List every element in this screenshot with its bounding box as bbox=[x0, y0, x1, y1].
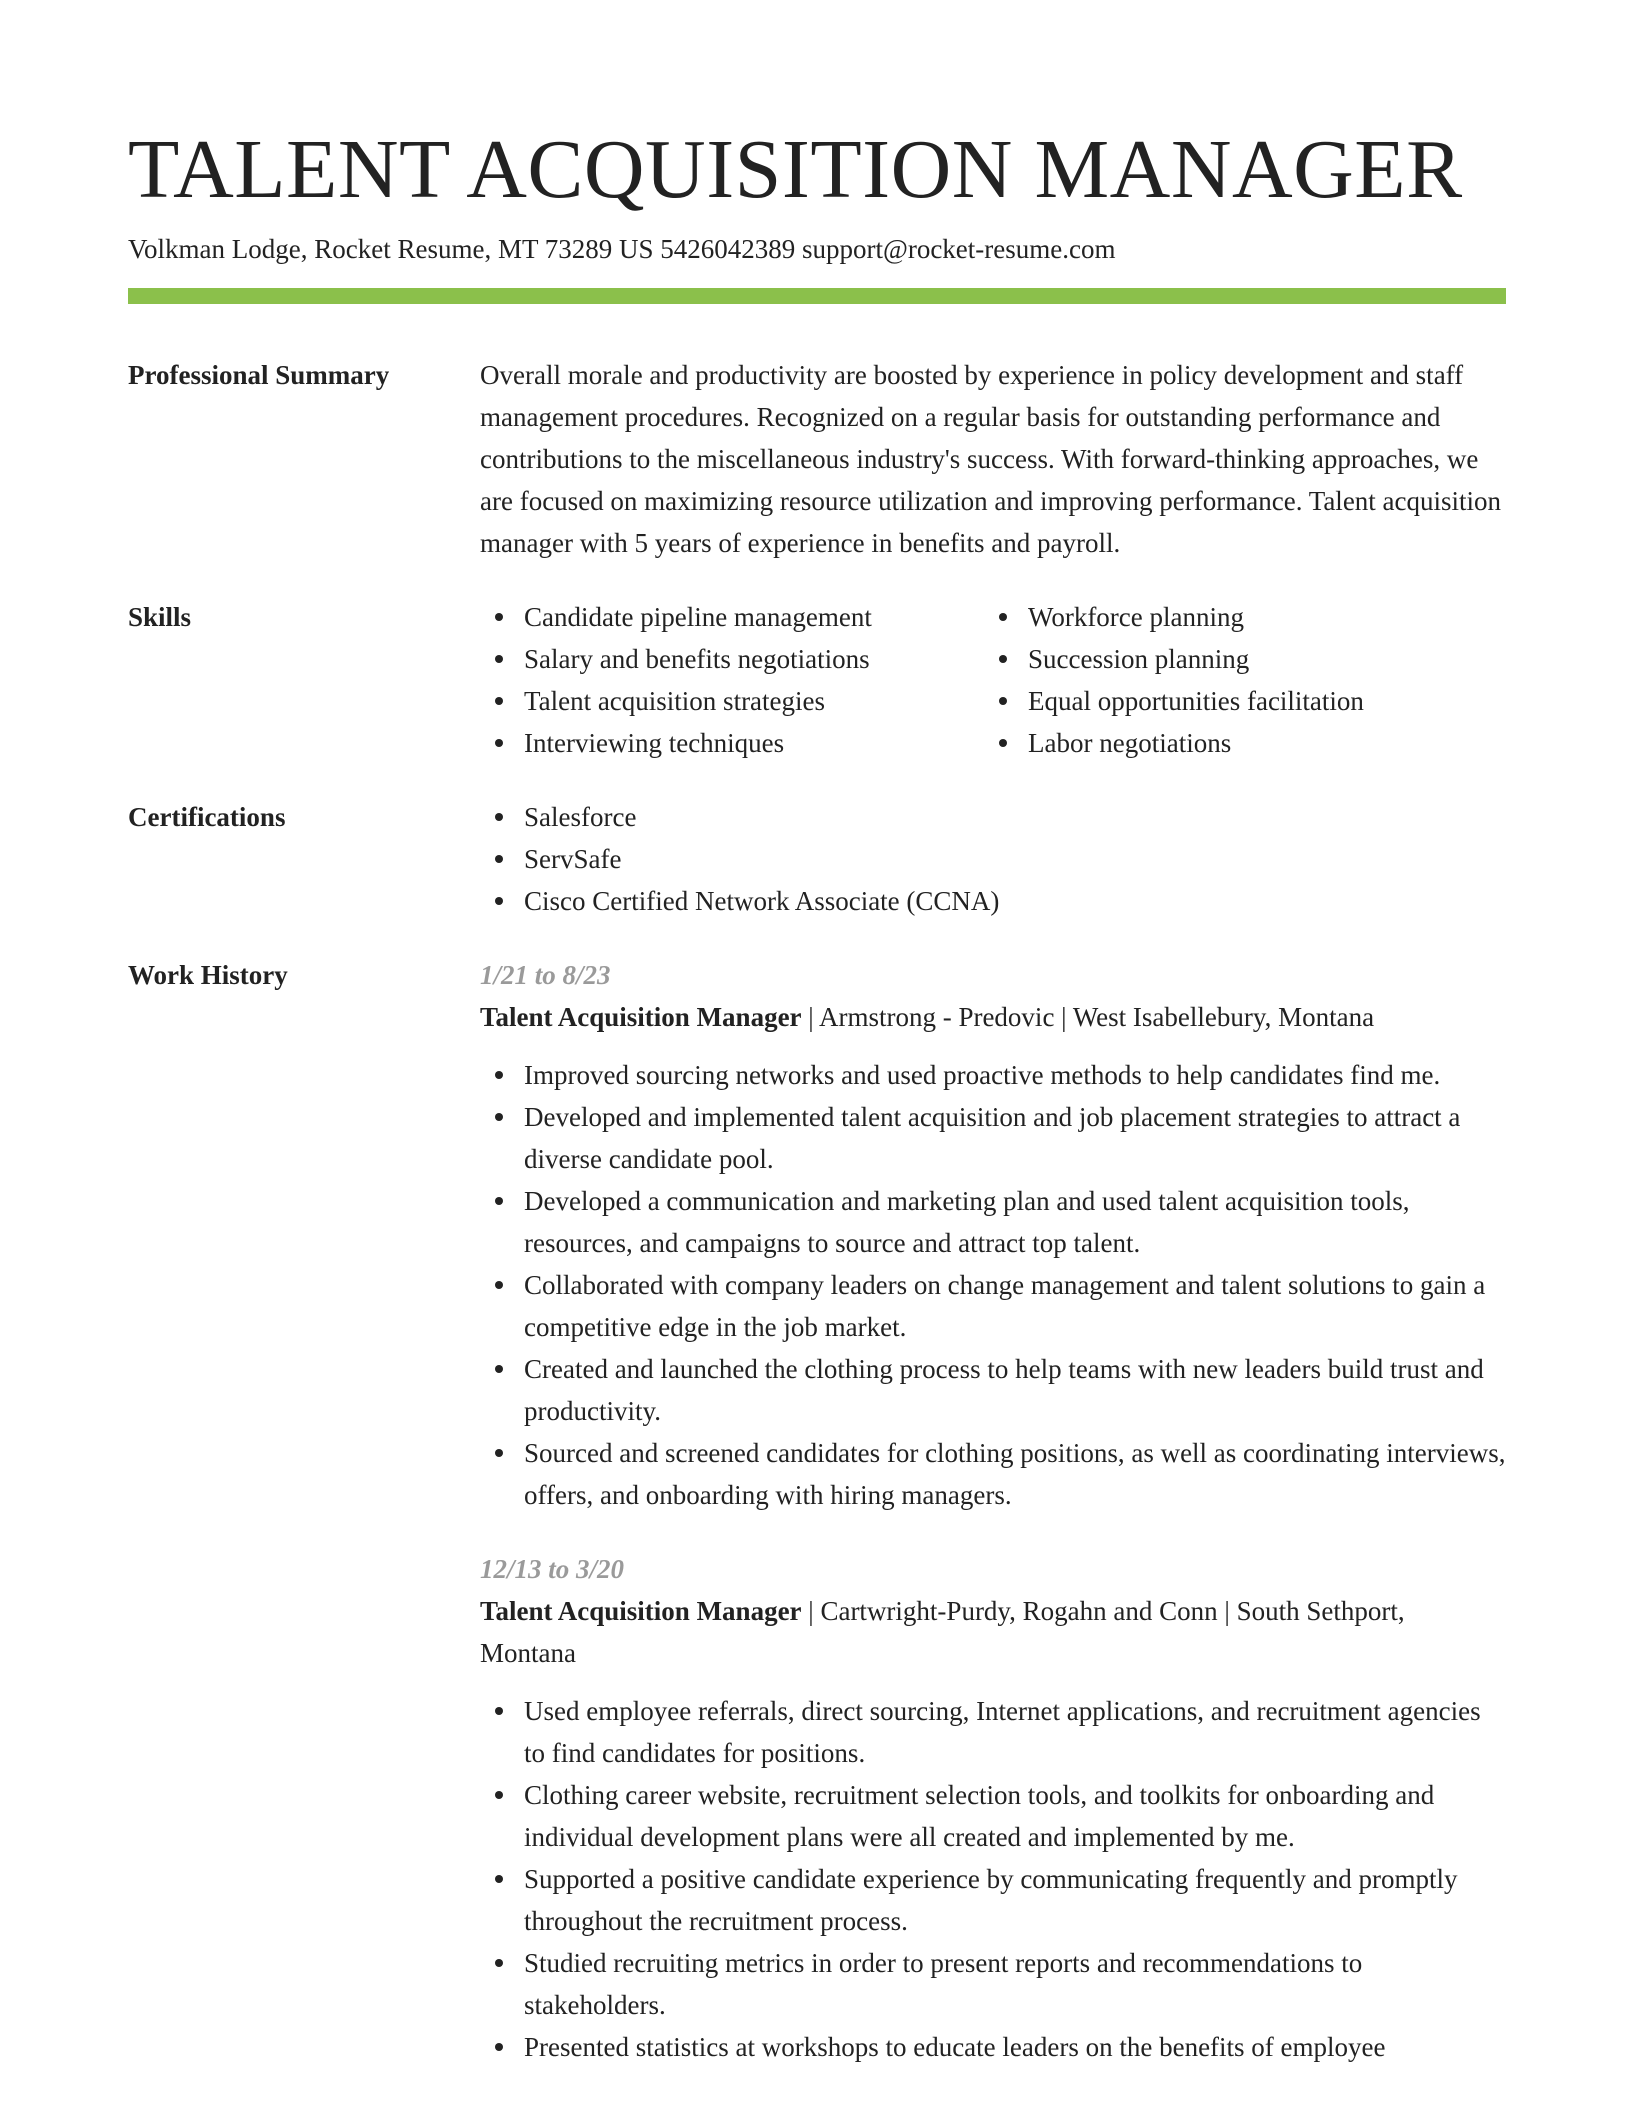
skills-list-right bbox=[984, 596, 1488, 764]
section-label-skills: Skills bbox=[128, 602, 192, 632]
section-professional-summary bbox=[128, 354, 1506, 564]
job-dates: 1/21 to 8/23 bbox=[480, 960, 611, 990]
work-history-body bbox=[480, 954, 1506, 2068]
job-company-location: | Cartwright-Purdy, Rogahn and Conn | South Sethport, Montana bbox=[480, 1596, 1405, 1668]
job-duty-item: Sourced and screened candidates for clothing positions, as well as coordinating interviews, offers, and onboarding with hiring managers. bbox=[480, 1432, 1506, 1516]
skill-item: Succession planning bbox=[984, 638, 1488, 680]
job-title: Talent Acquisition Manager bbox=[480, 1002, 802, 1032]
certification-item: Cisco Certified Network Associate (CCNA) bbox=[480, 880, 1506, 922]
job-duties-list bbox=[480, 1690, 1506, 2068]
job-duty-item: Created and launched the clothing process to help teams with new leaders build trust and productivity. bbox=[480, 1348, 1506, 1432]
job-duty-item: Developed a communication and marketing plan and used talent acquisition tools, resources, and campaigns to source and attract top talent. bbox=[480, 1180, 1506, 1264]
job-duties-list bbox=[480, 1054, 1506, 1516]
skill-item: Interviewing techniques bbox=[480, 722, 984, 764]
page-title: TALENT ACQUISITION MANAGER bbox=[128, 123, 1463, 216]
job-dates: 12/13 to 3/20 bbox=[480, 1554, 625, 1584]
skill-item: Workforce planning bbox=[984, 596, 1488, 638]
job-duty-item: Supported a positive candidate experience by communicating frequently and promptly throughout the recruitment process. bbox=[480, 1858, 1506, 1942]
skill-item: Salary and benefits negotiations bbox=[480, 638, 984, 680]
contact-line: Volkman Lodge, Rocket Resume, MT 73289 US 5426042389 support@rocket-resume.com bbox=[128, 234, 1116, 264]
certification-item: ServSafe bbox=[480, 838, 1506, 880]
section-label-work-history: Work History bbox=[128, 960, 288, 990]
skills-list-left bbox=[480, 596, 984, 764]
header-divider bbox=[128, 288, 1506, 304]
job-title: Talent Acquisition Manager bbox=[480, 1596, 802, 1626]
job-heading bbox=[480, 996, 1506, 1038]
section-work-history bbox=[128, 954, 1506, 2068]
skill-item: Candidate pipeline management bbox=[480, 596, 984, 638]
certification-item: Salesforce bbox=[480, 796, 1506, 838]
certifications-body bbox=[480, 796, 1506, 922]
section-label-summary: Professional Summary bbox=[128, 360, 390, 390]
resume-page bbox=[128, 0, 1506, 2068]
job-duty-item: Developed and implemented talent acquisition and job placement strategies to attract a diverse candidate pool. bbox=[480, 1096, 1506, 1180]
skill-item: Talent acquisition strategies bbox=[480, 680, 984, 722]
job-entry bbox=[480, 954, 1506, 1516]
job-duty-item: Studied recruiting metrics in order to present reports and recommendations to stakeholders. bbox=[480, 1942, 1506, 2026]
certifications-list bbox=[480, 796, 1506, 922]
summary-text: Overall morale and productivity are boosted by experience in policy development and staff management procedures. Recognized on a regular basis for outstanding performance and contributions to the miscellaneous industry's success. With forward-thinking approaches, we are focused on maximizing resource utilization and improving performance. Talent acquisition manager with 5 years of experience in benefits and payroll. bbox=[480, 360, 1502, 558]
section-label-certifications: Certifications bbox=[128, 802, 286, 832]
skills-body bbox=[480, 596, 1506, 764]
job-duty-item: Used employee referrals, direct sourcing, Internet applications, and recruitment agencies to find candidates for positions. bbox=[480, 1690, 1506, 1774]
job-entry bbox=[480, 1548, 1506, 2068]
job-duty-item: Collaborated with company leaders on change management and talent solutions to gain a competitive edge in the job market. bbox=[480, 1264, 1506, 1348]
job-duty-item: Presented statistics at workshops to educate leaders on the benefits of employee bbox=[480, 2026, 1506, 2068]
skill-item: Labor negotiations bbox=[984, 722, 1488, 764]
skill-item: Equal opportunities facilitation bbox=[984, 680, 1488, 722]
section-skills bbox=[128, 596, 1506, 764]
section-certifications bbox=[128, 796, 1506, 922]
job-heading bbox=[480, 1590, 1506, 1674]
job-duty-item: Clothing career website, recruitment selection tools, and toolkits for onboarding and individual development plans were all created and implemented by me. bbox=[480, 1774, 1506, 1858]
skills-columns bbox=[480, 596, 1506, 764]
job-company-location: | Armstrong - Predovic | West Isabellebury, Montana bbox=[801, 1002, 1375, 1032]
job-duty-item: Improved sourcing networks and used proactive methods to help candidates find me. bbox=[480, 1054, 1506, 1096]
